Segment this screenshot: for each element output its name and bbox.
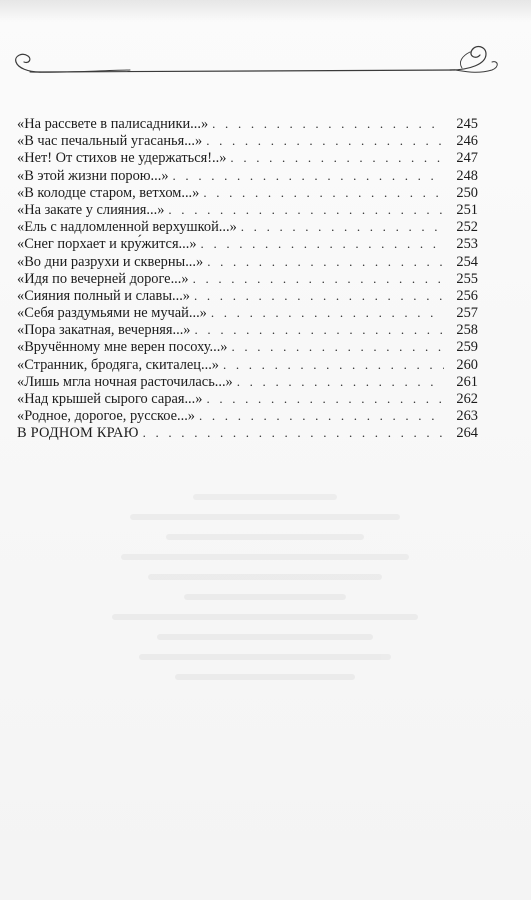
toc-entry bbox=[17, 390, 478, 407]
toc-entry bbox=[17, 167, 478, 184]
toc-entry-page: 263 bbox=[456, 408, 478, 425]
dot-leader bbox=[207, 253, 444, 270]
toc-entry-page: 255 bbox=[456, 270, 478, 287]
toc-entry-page: 260 bbox=[456, 356, 478, 373]
dot-leader bbox=[195, 321, 444, 338]
dot-leader bbox=[223, 356, 444, 373]
toc-entry-title: «В час печальный угасанья...» bbox=[17, 133, 203, 150]
toc-entry-title: «Странник, бродяга, скиталец...» bbox=[17, 356, 219, 373]
dot-leader bbox=[168, 201, 444, 218]
table-of-contents bbox=[17, 115, 478, 442]
toc-entry-page: 257 bbox=[456, 305, 478, 322]
toc-entry-title: «Вручённому мне верен посоху...» bbox=[17, 339, 228, 356]
toc-entry-title: «Над крышей сырого сарая...» bbox=[17, 391, 203, 407]
toc-entry-page: 247 bbox=[456, 150, 478, 167]
toc-entry-title: «Лишь мгла ночная расточилась...» bbox=[17, 373, 233, 390]
toc-entry bbox=[17, 407, 478, 424]
toc-entry-title: «На закате у слияния...» bbox=[17, 201, 165, 218]
dot-leader bbox=[230, 149, 444, 166]
toc-entry-title: «Пора закатная, вечерняя...» bbox=[17, 322, 191, 339]
dot-leader bbox=[212, 115, 444, 132]
toc-entry bbox=[17, 356, 478, 373]
dot-leader bbox=[241, 218, 444, 235]
toc-entry-page: 248 bbox=[456, 167, 478, 184]
dot-leader bbox=[194, 287, 444, 304]
toc-entry bbox=[17, 235, 478, 252]
dot-leader bbox=[206, 390, 444, 407]
dot-leader bbox=[201, 235, 444, 252]
toc-entry-title: «Во дни разрухи и скверны...» bbox=[17, 253, 204, 270]
toc-entry bbox=[17, 253, 478, 270]
dot-leader bbox=[143, 424, 444, 441]
toc-entry-title: «Нет! От стихов не удержаться!..» bbox=[17, 150, 227, 167]
left-flourish bbox=[16, 54, 40, 72]
dot-leader bbox=[203, 184, 444, 201]
toc-entry bbox=[17, 149, 478, 166]
toc-entry-page: 259 bbox=[456, 339, 478, 356]
decorative-flourish-divider bbox=[0, 36, 531, 86]
right-flourish bbox=[450, 47, 486, 70]
toc-entry-page: 258 bbox=[456, 322, 478, 339]
toc-entry-title: «Сияния полный и славы...» bbox=[17, 287, 190, 304]
toc-entry-page: 262 bbox=[456, 391, 478, 407]
toc-entry-page: 253 bbox=[456, 236, 478, 253]
toc-entry bbox=[17, 201, 478, 218]
toc-entry-title: «На рассвете в палисадники...» bbox=[17, 116, 209, 132]
dot-leader bbox=[173, 167, 444, 184]
toc-entry-page: 245 bbox=[456, 116, 478, 132]
toc-entry-title: «Ель с надломленной верхушкой...» bbox=[17, 219, 237, 236]
toc-entry-page: 254 bbox=[456, 253, 478, 270]
toc-entry-page: 256 bbox=[456, 287, 478, 304]
toc-entry-page: 246 bbox=[456, 133, 478, 150]
toc-entry-page: 252 bbox=[456, 219, 478, 236]
toc-section-page: 264 bbox=[456, 425, 478, 442]
toc-entry-page: 261 bbox=[456, 373, 478, 390]
toc-entry bbox=[17, 218, 478, 235]
dot-leader bbox=[199, 407, 444, 424]
page-edge-shadow bbox=[0, 0, 531, 22]
dot-leader bbox=[231, 338, 444, 355]
toc-entry-title: «Снег порхает и кру́жится...» bbox=[17, 236, 197, 253]
toc-entry bbox=[17, 338, 478, 355]
toc-entry-title: «Себя раздумьями не мучай...» bbox=[17, 305, 207, 322]
toc-entry bbox=[17, 184, 478, 201]
dot-leader bbox=[206, 132, 444, 149]
toc-section-entry bbox=[17, 424, 478, 441]
toc-entry bbox=[17, 115, 478, 132]
toc-entry bbox=[17, 321, 478, 338]
show-through-text bbox=[85, 480, 445, 780]
toc-entry bbox=[17, 132, 478, 149]
toc-entry bbox=[17, 304, 478, 321]
toc-section-title: В РОДНОМ КРАЮ bbox=[17, 425, 139, 442]
toc-entry-title: «Идя по вечерней дороге...» bbox=[17, 270, 189, 287]
toc-entry bbox=[17, 373, 478, 390]
dot-leader bbox=[211, 304, 444, 321]
dot-leader bbox=[193, 270, 444, 287]
toc-entry-page: 251 bbox=[456, 201, 478, 218]
toc-entry-title: «В этой жизни порою...» bbox=[17, 167, 169, 184]
toc-entry-title: «Родное, дорогое, русское...» bbox=[17, 408, 195, 425]
toc-entry-page: 250 bbox=[456, 184, 478, 201]
toc-entry bbox=[17, 287, 478, 304]
toc-entry bbox=[17, 270, 478, 287]
toc-entry-title: «В колодце старом, ветхом...» bbox=[17, 184, 200, 201]
dot-leader bbox=[237, 373, 444, 390]
